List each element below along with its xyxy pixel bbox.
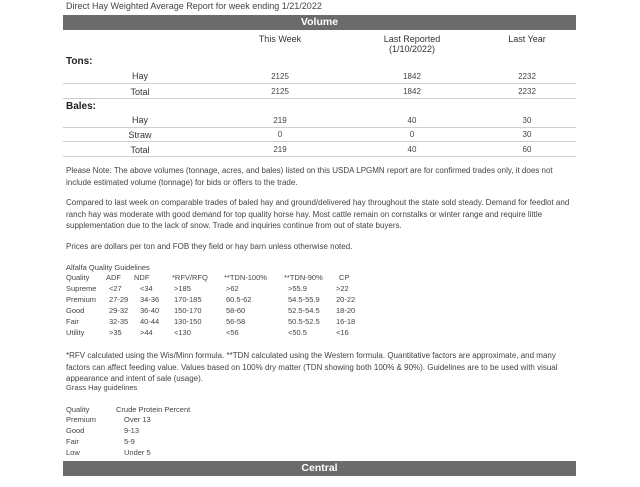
bales-hay-this-week: 219 bbox=[273, 116, 287, 125]
alfalfa-header: ADF bbox=[106, 273, 121, 282]
bales-total-last-reported: 40 bbox=[407, 145, 417, 154]
tons-total-this-week: 2125 bbox=[271, 87, 289, 96]
alfalfa-header: **TDN-90% bbox=[284, 273, 323, 282]
grass-header: Quality bbox=[66, 405, 90, 414]
bales-row-straw-label: Straw bbox=[128, 130, 152, 140]
last-reported-line1: Last Reported bbox=[383, 34, 441, 44]
volume-section-bar: Volume bbox=[63, 15, 576, 30]
bales-total-last-year: 60 bbox=[522, 145, 532, 154]
tons-row-total-label: Total bbox=[130, 87, 150, 97]
alfalfa-header: CP bbox=[339, 273, 350, 282]
tons-total-last-reported: 1842 bbox=[403, 87, 421, 96]
grass-header: Crude Protein Percent bbox=[116, 405, 191, 414]
bales-row-hay-label: Hay bbox=[131, 115, 148, 125]
volume-note: Please Note: The above volumes (tonnage, acres, and bales) listed on this USDA LPGMN report are for confirmed trades only, it does not include estimated volume (tonnage) for bids or offers to the trade. bbox=[66, 166, 553, 187]
row-divider bbox=[63, 156, 576, 157]
tons-section-label: Tons: bbox=[66, 56, 93, 67]
bales-section-label: Bales: bbox=[66, 101, 97, 112]
tons-total-last-year: 2232 bbox=[518, 87, 536, 96]
column-header-last-year: Last Year bbox=[508, 34, 546, 44]
bales-straw-this-week: 0 bbox=[277, 130, 283, 139]
central-section-bar: Central bbox=[63, 461, 576, 476]
tons-hay-this-week: 2125 bbox=[271, 72, 289, 81]
row-divider bbox=[63, 83, 576, 84]
report-title: Direct Hay Weighted Average Report for week ending 1/21/2022 bbox=[66, 1, 322, 11]
alfalfa-header: NDF bbox=[134, 273, 150, 282]
rfv-note: *RFV calculated using the Wis/Minn formula. **TDN calculated using the Western formula. Quantitative factors are approximate, and many factors can affect feeding value. Values based on 100% dry matter (TDN showing both 100% & 90%). Guidelines are to be used with visual appearance and intent of sale (usage). bbox=[66, 351, 558, 383]
alfalfa-header: **TDN-100% bbox=[224, 273, 267, 282]
bales-row-total-label: Total bbox=[130, 145, 150, 155]
bales-hay-last-reported: 40 bbox=[407, 116, 417, 125]
bales-straw-last-reported: 0 bbox=[409, 130, 415, 139]
bales-hay-last-year: 30 bbox=[522, 116, 532, 125]
column-header-this-week: This Week bbox=[258, 34, 302, 44]
row-divider bbox=[63, 141, 576, 142]
column-header-last-reported bbox=[372, 34, 452, 54]
alfalfa-header: Quality bbox=[66, 273, 90, 282]
alfalfa-header: *RFV/RFQ bbox=[172, 273, 208, 282]
row-divider bbox=[63, 98, 576, 99]
bales-straw-last-year: 30 bbox=[522, 130, 532, 139]
row-divider bbox=[63, 127, 576, 128]
tons-row-hay-label: Hay bbox=[131, 71, 148, 81]
bales-total-this-week: 219 bbox=[273, 145, 287, 154]
price-basis-note: Prices are dollars per ton and FOB they field or hay barn unless otherwise noted. bbox=[66, 242, 353, 251]
market-summary: Compared to last week on comparable trades of baled hay and ground/delivered hay throughout the state sold steady. Demand for feedlot and ranch hay was moderate with good demand for top quality horse hay. Most cattle remain on cornstalks or winter range and require little supplementation due to the lack of snow. Trade and inquiries continue from out of state buyers. bbox=[66, 198, 570, 230]
tons-hay-last-year: 2232 bbox=[518, 72, 536, 81]
tons-hay-last-reported: 1842 bbox=[403, 72, 421, 81]
last-reported-line2: (1/10/2022) bbox=[388, 44, 436, 54]
